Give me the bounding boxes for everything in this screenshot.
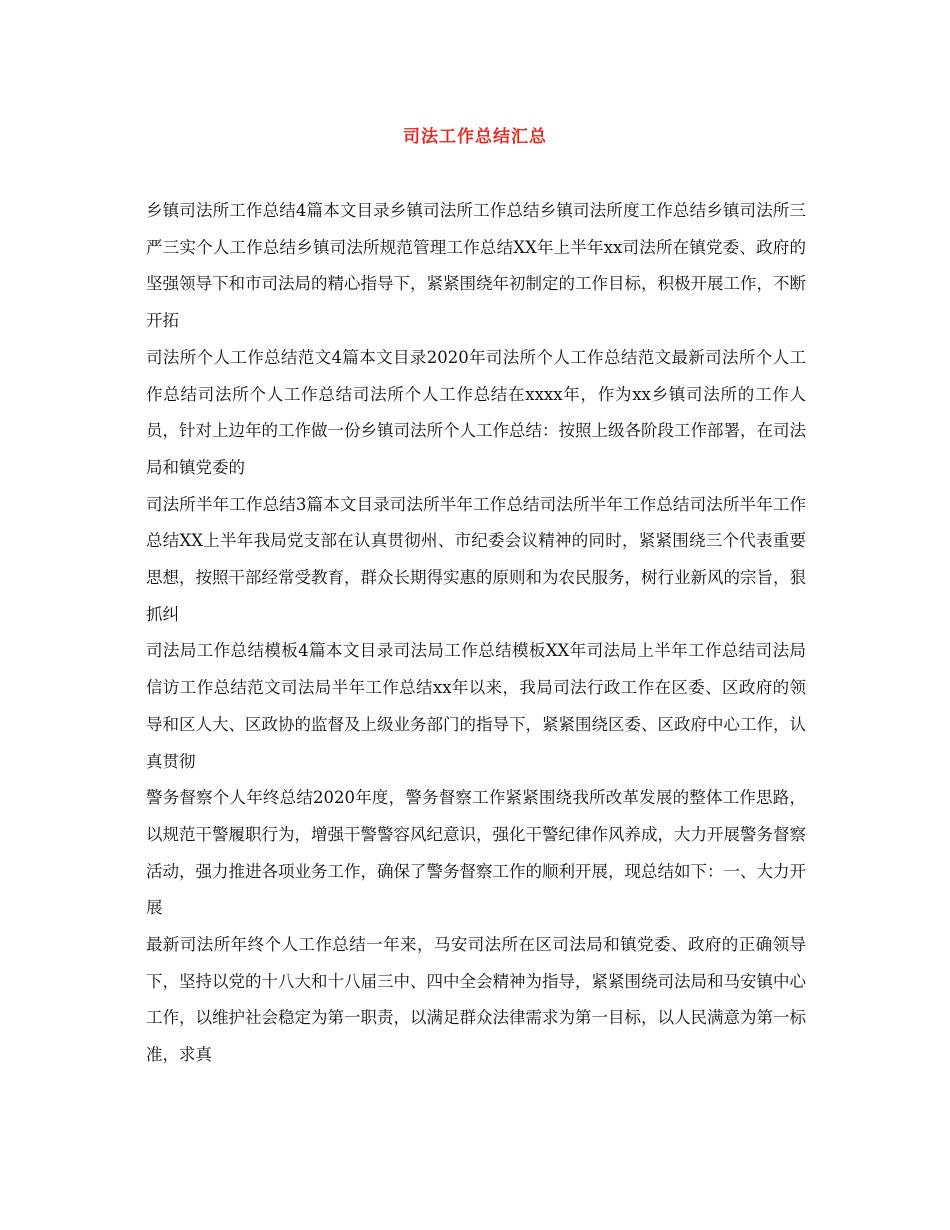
paragraph: 乡镇司法所工作总结4篇本文目录乡镇司法所工作总结乡镇司法所度工作总结乡镇司法所三严三实个人工作总结乡镇司法所规范管理工作总结XX年上半年xx司法所在镇党委、政府的坚强领导下和市司法局的精心指导下，紧紧围绕年初制定的工作目标，积极开展工作，不断开拓 (146, 201, 806, 331)
paragraph: 司法所半年工作总结3篇本文目录司法所半年工作总结司法所半年工作总结司法所半年工作总结XX上半年我局党支部在认真贯彻州、市纪委会议精神的同时，紧紧围绕三个代表重要思想，按照干部经常受教育，群众长期得实惠的原则和为农民服务，树行业新风的宗旨，狠抓纠 (146, 494, 806, 624)
paragraph: 司法局工作总结模板4篇本文目录司法局工作总结模板XX年司法局上半年工作总结司法局信访工作总结范文司法局半年工作总结xx年以来，我局司法行政工作在区委、区政府的领导和区人大、区政协的监督及上级业务部门的指导下，紧紧围绕区委、区政府中心工作，认真贯彻 (146, 641, 806, 771)
paragraph: 警务督察个人年终总结2020年度，警务督察工作紧紧围绕我所改革发展的整体工作思路，以规范干警履职行为，增强干警警容风纪意识，强化干警纪律作风养成，大力开展警务督察活动，强力推进各项业务工作，确保了警务督察工作的顺利开展，现总结如下：一、大力开展 (146, 788, 806, 918)
document-title: 司法工作总结汇总 (403, 127, 547, 147)
paragraph: 司法所个人工作总结范文4篇本文目录2020年司法所个人工作总结范文最新司法所个人工作总结司法所个人工作总结司法所个人工作总结在xxxx年，作为xx乡镇司法所的工作人员，针对上边年的工作做一份乡镇司法所个人工作总结：按照上级各阶段工作部署，在司法局和镇党委的 (146, 347, 806, 477)
paragraph: 最新司法所年终个人工作总结一年来，马安司法所在区司法局和镇党委、政府的正确领导下，坚持以党的十八大和十八届三中、四中全会精神为指导，紧紧围绕司法局和马安镇中心工作，以维护社会稳定为第一职责，以满足群众法律需求为第一目标，以人民满意为第一标准，求真 (146, 935, 806, 1065)
document-body (146, 193, 806, 1074)
